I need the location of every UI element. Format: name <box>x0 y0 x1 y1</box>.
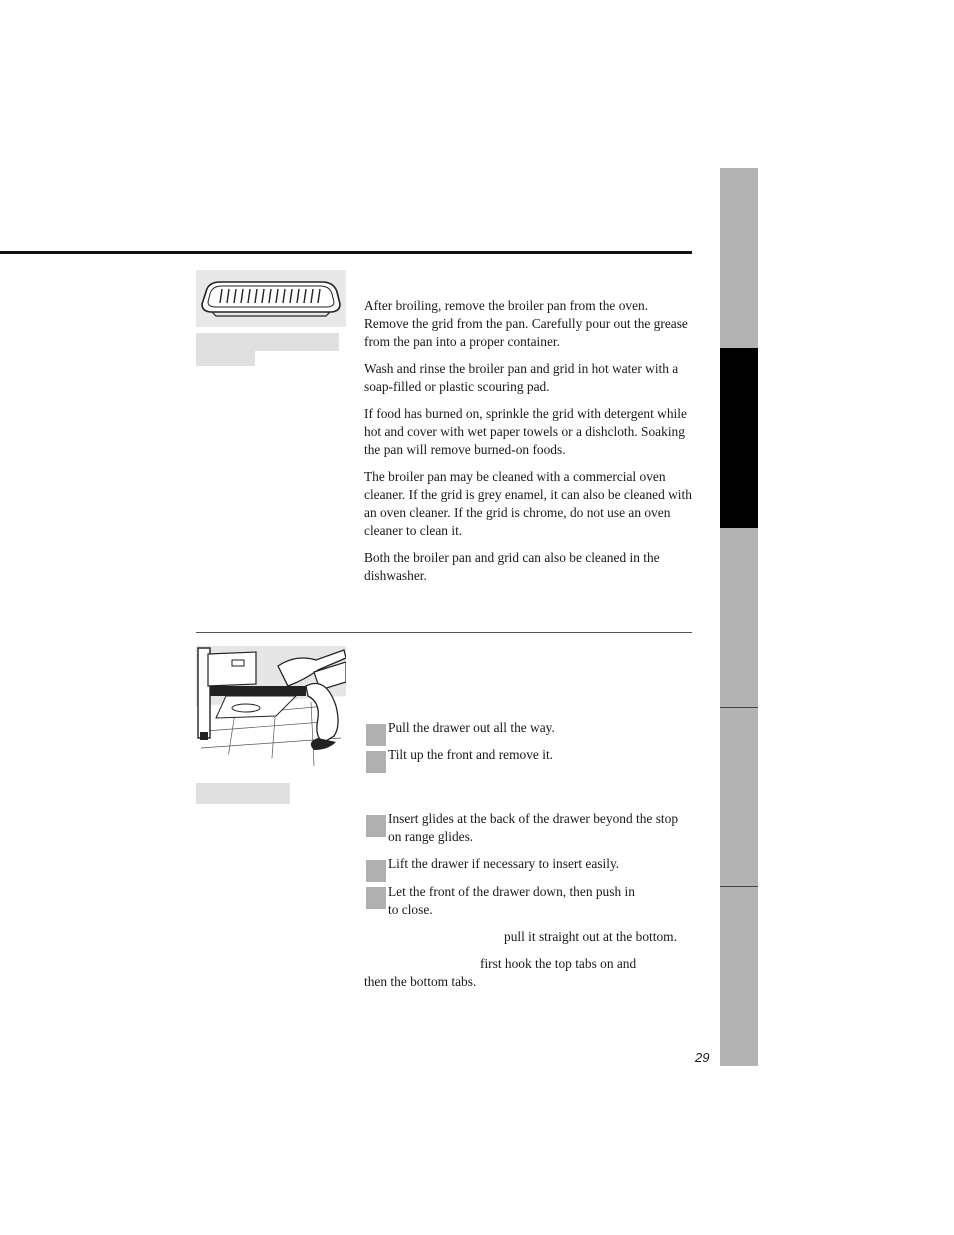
section-divider <box>196 632 692 633</box>
broiler-pan-drawing <box>196 270 346 327</box>
hook-instruction-line-2: then the bottom tabs. <box>364 974 477 989</box>
step-marker <box>366 815 386 837</box>
page-number: 29 <box>695 1050 710 1065</box>
replace-step-3: Let the front of the drawer down, then push in to close. <box>388 884 635 917</box>
broiler-paragraph-4: The broiler pan may be cleaned with a commercial oven cleaner. If the grid is grey enamel, it can also be cleaned with an oven cleaner. If the grid is chrome, do not use an oven cleaner to clean it. <box>364 469 692 538</box>
step-marker <box>366 724 386 746</box>
broiler-cleaning-text <box>364 297 694 585</box>
replace-step-1: Insert glides at the back of the drawer beyond the stop on range glides. <box>388 811 679 844</box>
drawer-removal-illustration <box>196 646 346 777</box>
hook-instruction-line-1: first hook the top tabs on and <box>480 956 637 971</box>
side-tab-3[interactable] <box>720 528 758 707</box>
broiler-paragraph-5: Both the broiler pan and grid can also be cleaned in the dishwasher. <box>364 550 660 583</box>
step-marker <box>366 887 386 909</box>
side-tab-5[interactable] <box>720 887 758 1066</box>
broiler-pan-illustration <box>196 270 346 327</box>
remove-step-1: Pull the drawer out all the way. <box>388 720 555 735</box>
remove-step-2: Tilt up the front and remove it. <box>388 747 554 762</box>
side-tab-1[interactable] <box>720 168 758 348</box>
broiler-caption-placeholder <box>196 351 255 366</box>
step-marker <box>366 751 386 773</box>
side-tab-strip <box>720 168 758 1066</box>
pull-out-instruction: pull it straight out at the bottom. <box>504 929 677 944</box>
header-rule <box>0 251 692 254</box>
side-tab-2-active[interactable] <box>720 348 758 528</box>
step-marker <box>366 860 386 882</box>
side-tab-4[interactable] <box>720 708 758 886</box>
broiler-caption-placeholder <box>196 333 339 351</box>
replace-step-2: Lift the drawer if necessary to insert easily. <box>388 856 620 871</box>
drawer-caption-placeholder <box>196 783 290 804</box>
broiler-paragraph-3: If food has burned on, sprinkle the grid with detergent while hot and cover with wet paper towels or a dishcloth. Soaking the pan will remove burned-on foods. <box>364 406 687 457</box>
drawer-drawing <box>196 646 346 777</box>
broiler-paragraph-2: Wash and rinse the broiler pan and grid in hot water with a soap-filled or plastic scouring pad. <box>364 361 679 394</box>
broiler-paragraph-1: After broiling, remove the broiler pan from the oven. Remove the grid from the pan. Carefully pour out the grease from the pan into a proper container. <box>364 298 688 349</box>
